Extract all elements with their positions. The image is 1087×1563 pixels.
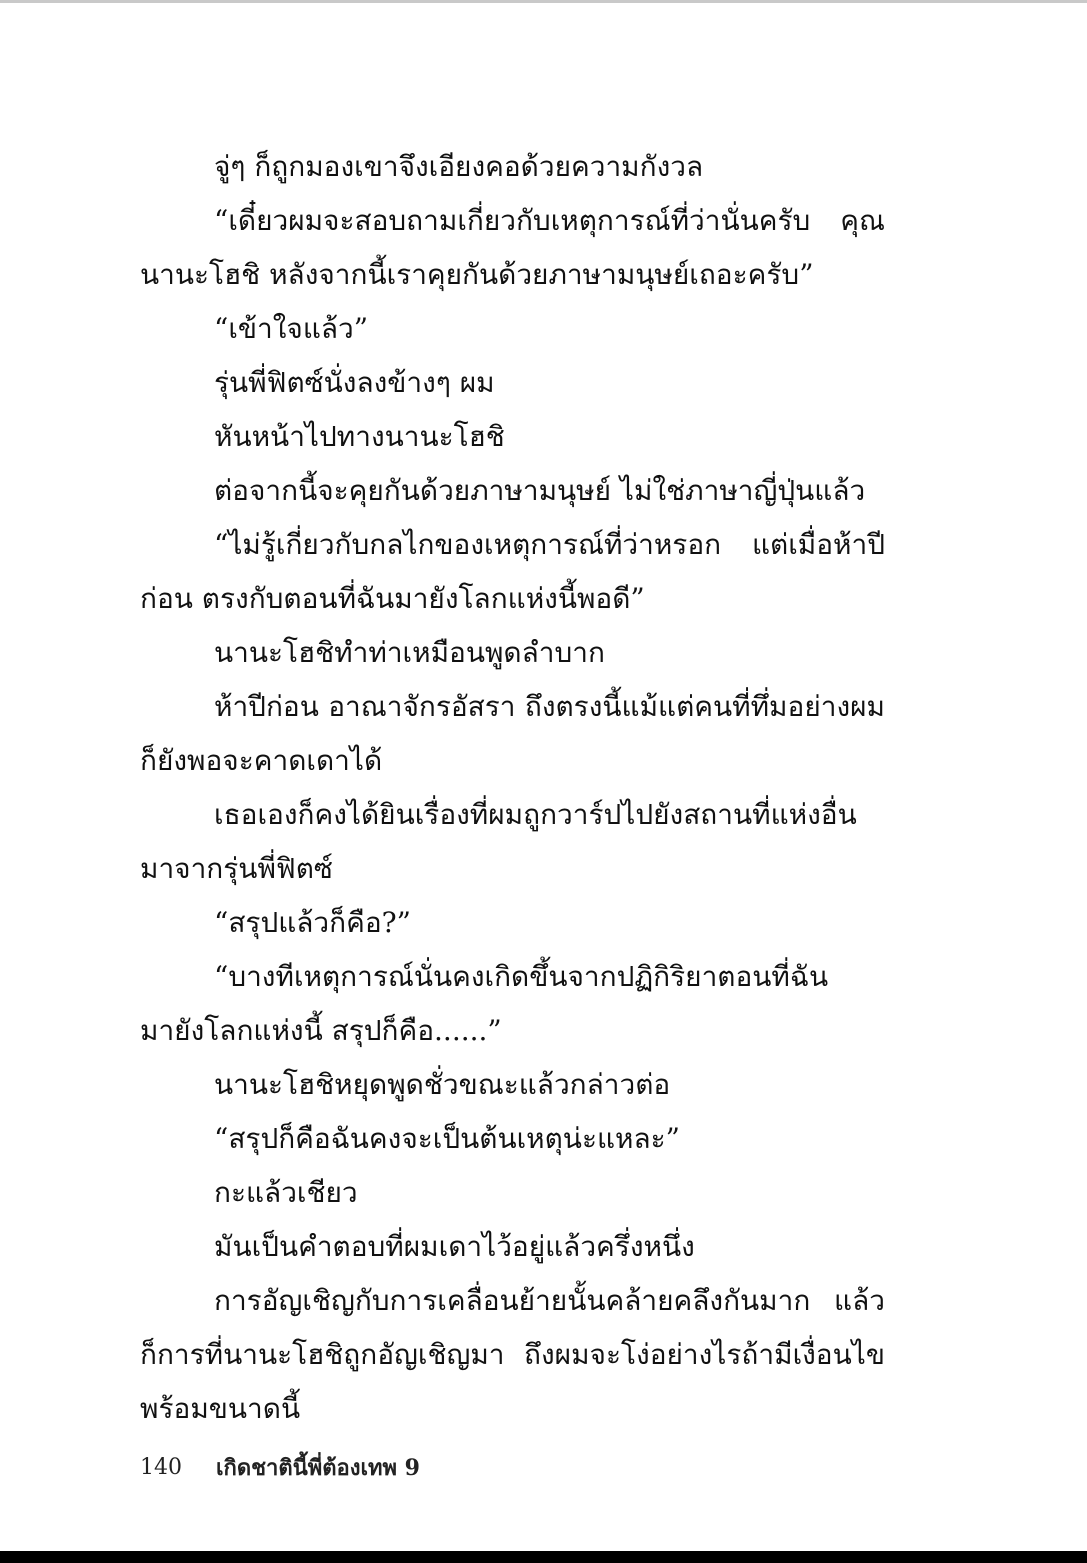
paragraph: จู่ๆ ก็ถูกมองเขาจึงเอียงคอด้วยความกังวล bbox=[214, 150, 704, 183]
paragraph: รุ่นพี่ฟิตซ์นั่งลงข้างๆ ผม bbox=[214, 366, 495, 399]
page-number: 140 bbox=[140, 1455, 182, 1480]
paragraph: “บางทีเหตุการณ์นั่นคงเกิดขึ้นจากปฏิกิริยาตอนที่ฉันมายังโลกแห่งนี้ สรุปก็คือ......” bbox=[140, 960, 829, 1047]
paragraph: “เข้าใจแล้ว” bbox=[214, 312, 369, 345]
paragraph: เธอเองก็คงได้ยินเรื่องที่ผมถูกวาร์ปไปยังสถานที่แห่งอื่นมาจากรุ่นพี่ฟิตซ์ bbox=[140, 798, 857, 885]
paragraph: ห้าปีก่อน อาณาจักรอัสรา ถึงตรงนี้แม้แต่คนที่ทึ่มอย่างผมก็ยังพอจะคาดเดาได้ bbox=[140, 690, 885, 777]
top-border bbox=[0, 0, 1087, 3]
book-title: เกิดชาตินี้พี่ต้องเทพ 9 bbox=[216, 1455, 420, 1481]
paragraph: “เดี๋ยวผมจะสอบถามเกี่ยวกับเหตุการณ์ที่ว่านั่นครับ คุณนานะโฮชิ หลังจากนี้เราคุยกันด้วยภาษามนุษย์เถอะครับ” bbox=[140, 204, 885, 291]
paragraph: มันเป็นคำตอบที่ผมเดาไว้อยู่แล้วครึ่งหนึ่ง bbox=[214, 1230, 695, 1263]
paragraph: กะแล้วเชียว bbox=[214, 1176, 358, 1209]
paragraph: ต่อจากนี้จะคุยกันด้วยภาษามนุษย์ ไม่ใช่ภาษาญี่ปุ่นแล้ว bbox=[214, 474, 866, 507]
bottom-bar bbox=[0, 1551, 1087, 1563]
paragraph: นานะโฮชิทำท่าเหมือนพูดลำบาก bbox=[214, 636, 605, 669]
paragraph: หันหน้าไปทางนานะโฮชิ bbox=[214, 420, 505, 453]
page-footer bbox=[140, 1450, 420, 1486]
paragraph: นานะโฮชิหยุดพูดชั่วขณะแล้วกล่าวต่อ bbox=[214, 1068, 671, 1101]
paragraph: “สรุปแล้วก็คือ?” bbox=[214, 906, 411, 939]
paragraph: “ไม่รู้เกี่ยวกับกลไกของเหตุการณ์ที่ว่าหรอก แต่เมื่อห้าปีก่อน ตรงกับตอนที่ฉันมายังโลกแห่งนี้พอดี” bbox=[140, 528, 885, 615]
paragraph: การอัญเชิญกับการเคลื่อนย้ายนั้นคล้ายคลึงกันมาก แล้วก็การที่นานะโฮชิถูกอัญเชิญมา ถึงผมจะโง่อย่างไรถ้ามีเงื่อนไขพร้อมขนาดนี้ bbox=[140, 1284, 885, 1425]
page-body bbox=[140, 140, 885, 1436]
paragraph: “สรุปก็คือฉันคงจะเป็นต้นเหตุน่ะแหละ” bbox=[214, 1122, 680, 1155]
